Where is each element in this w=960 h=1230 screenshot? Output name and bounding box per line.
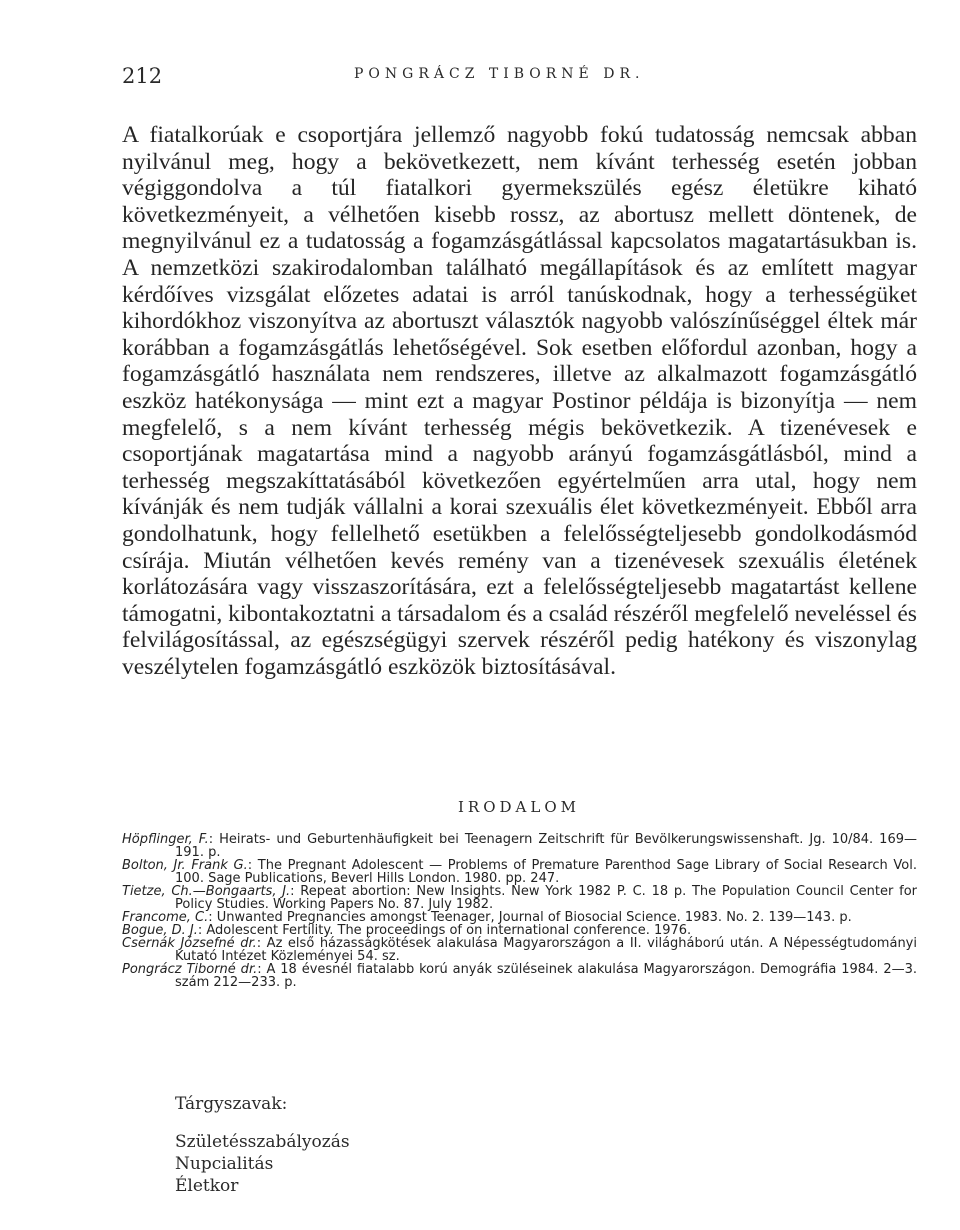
reference-author: Csernák Józsefné dr.: [122, 936, 257, 951]
reference-author: Bolton, Jr. Frank G.: [122, 858, 248, 873]
reference-text: : Unwanted Pregnancies amongst Teenager, Journal of Biosocial Science. 1983. No. 2. 139—143. p.: [208, 910, 852, 925]
reference-item: [122, 937, 917, 963]
reference-item: [122, 859, 917, 885]
keyword-item: Születésszabályozás: [175, 1132, 350, 1152]
reference-text: : The Pregnant Adolescent — Problems of Premature Parenthod Sage Library of Social Research Vol. 100. Sage Publications, Beverl Hills London. 1980. pp. 247.: [175, 858, 917, 886]
reference-author: Bogue, D. J.: [122, 923, 198, 938]
reference-author: Höpflinger, F.: [122, 832, 209, 847]
reference-author: Pongrácz Tiborné dr.: [122, 962, 258, 977]
reference-text: : Heirats- und Geburtenhäufigkeit bei Teenagern Zeitschrift für Bevölkerungswissenshaft. Jg. 10/84. 169—191. p.: [175, 832, 917, 860]
reference-item: [122, 833, 917, 859]
references-heading: IRODALOM: [458, 798, 580, 816]
reference-text: : A 18 évesnél fiatalabb korú anyák szüléseinek alakulása Magyarországon. Demográfia 1984. 2—3. szám 212—233. p.: [175, 962, 917, 990]
running-head: PONGRÁCZ TIBORNÉ DR.: [354, 66, 645, 82]
reference-item: [122, 963, 917, 989]
keyword-list: [175, 1131, 350, 1197]
keywords-label: Tárgyszavak:: [175, 1094, 288, 1114]
reference-item: [122, 885, 917, 911]
reference-list: [122, 833, 917, 989]
keyword-item: Nupcialitás: [175, 1154, 274, 1174]
reference-text: : Repeat abortion: New Insights. New York 1982 P. C. 18 p. The Population Council Center for Policy Studies. Working Papers No. 87. July 1982.: [175, 884, 917, 912]
reference-text: : Az első házasságkötések alakulása Magyarországon a II. világháború után. A Népességtudományi Kutató Intézet Közleményei 54. sz.: [175, 936, 917, 964]
reference-text: : Adolescent Fertility. The proceedings of on international conference. 1976.: [197, 923, 692, 938]
body-paragraph: A fiatalkorúak e csoportjára jellemző nagyobb fokú tudatosság nemcsak abban nyilvánul meg, hogy a bekövetkezett, nem kívánt terhesség esetén jobban végiggondolva a túl fiatalkori gyermekszülés egész életükre kiható következményeit, a vélhetően kisebb rossz, az abortusz mellett döntenek, de megnyilvánul ez a tudatosság a fogamzásgátlással kapcsolatos magatartásukban is. A nemzetközi szakirodalomban található megállapítások és az említett magyar kérdőíves vizsgálat előzetes adatai is arról tanúskodnak, hogy a terhességüket kihordókhoz viszonyítva az abortuszt választók nagyobb valószínűséggel éltek már korábban a fogamzásgátlás lehetőségével. Sok esetben előfordul azonban, hogy a fogamzásgátló használata nem rendszeres, illetve az alkalmazott fogamzásgátló eszköz hatékonysága — mint ezt a magyar Postinor példája is bizonyítja — nem megfelelő, s a nem kívánt terhesség mégis bekövetkezik. A tizenévesek e csoportjának magatartása mind a nagyobb arányú fogamzásgátlásból, mind a terhesség megszakíttatásából következően egyértelműen arra utal, hogy nem kívánják és nem tudják vállalni a korai szexuális élet következményeit. Ebből arra gondolhatunk, hogy fellelhető esetükben a felelősségteljesebb gondolkodásmód csírája. Miután vélhetően kevés remény van a tizenévesek szexuális életének korlátozására vagy visszaszorítására, ezt a felelősségteljesebb magatartást kellene támogatni, kibontakoztatni a társadalom és a család részéről megfelelő neveléssel és felvilágosítással, az egészségügyi szervek részéről pedig hatékony és viszonylag veszélytelen fogamzásgátló eszközök biztosításával.: [122, 122, 917, 680]
reference-author: Tietze, Ch.—Bongaarts, J.: [122, 884, 291, 899]
keyword-item: Életkor: [175, 1176, 239, 1196]
page-number: 212: [122, 64, 163, 88]
reference-author: Francome, C.: [122, 910, 209, 925]
